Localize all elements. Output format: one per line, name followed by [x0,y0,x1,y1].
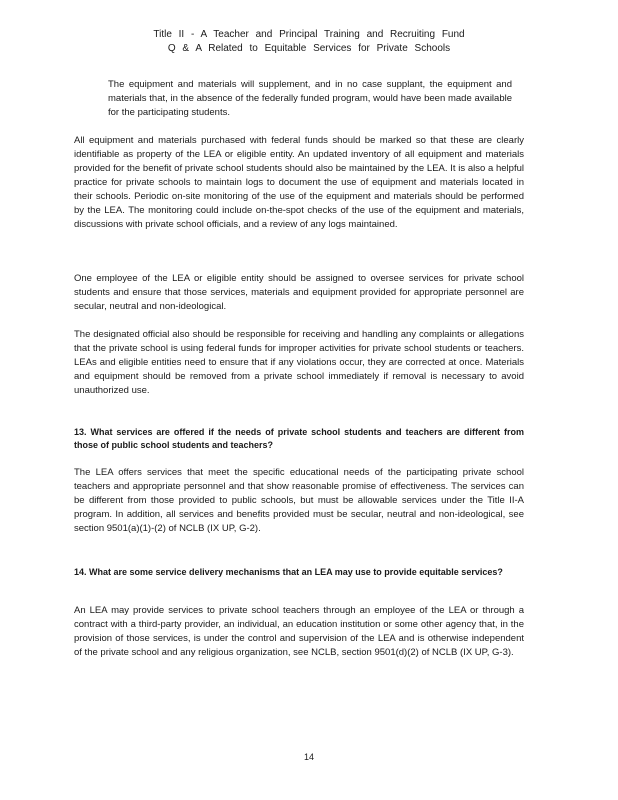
paragraph-equipment-marking: All equipment and materials purchased with federal funds should be marked so that these are clearly identifiable as property of the LEA or eligible entity. An updated inventory of all equipment and materials provided for the benefit of private school students should also be maintained by the LEA. It is also a helpful practice for private schools to maintain logs to document the use of equipment and materials located in their schools. Periodic on-site monitoring of the use of the equipment and materials should be performed by the LEA. The monitoring could include on-the-spot checks of the use of the equipment and materials, discussions with private school officials, and a review of any logs maintained. [74,135,524,230]
paragraph-employee-oversight: One employee of the LEA or eligible entity should be assigned to oversee services for private school students and ensure that those services, materials and equipment provided for appropriate personnel are secular, neutral and non-ideological. [74,273,524,312]
question-14: 14. What are some service delivery mechanisms that an LEA may use to provide equitable services? [74,567,503,577]
answer-14: An LEA may provide services to private school teachers through an employee of the LEA or through a contract with a third-party provider, an individual, an education institution or some other agency that, in the provision of those services, is under the control and supervision of the LEA and is otherwise independent of the private school and any religious organization, see NCLB, section 9501(d)(2) of NCLB (IX UP, G-3). [74,605,524,658]
bullet-item [92,78,512,120]
question-13: 13. What services are offered if the needs of private school students and teachers are different from those of public school students and teachers? [74,427,524,450]
running-header [0,28,618,56]
bullet-text: The equipment and materials will supplement, and in no case supplant, the equipment and materials that, in the absence of the federally funded program, would have been made available for the participating students. [108,79,512,118]
answer-13: The LEA offers services that meet the specific educational needs of the participating private school teachers and appropriate personnel and that show reasonable promise of effectiveness. The services can be different from those provided to public schools, but must be allowable services under the Title II-A program. In addition, all services and benefits provided must be secular, neutral and non-ideological, see section 9501(a)(1)-(2) of NCLB (IX UP, G-2). [74,467,524,534]
header-subtitle: Q & A Related to Equitable Services for Private Schools [167,43,451,54]
header-title: Title II - A Teacher and Principal Training and Recruiting Fund [153,29,465,40]
page-number: 14 [303,752,314,762]
paragraph-designated-official: The designated official also should be responsible for receiving and handling any complaints or allegations that the private school is using federal funds for improper activities for private school students or teachers. LEAs and eligible entities need to ensure that if any violations occur, they are corrected at once. Materials and equipment should be removed from a private school immediately if removal is necessary to avoid unauthorized use. [74,329,524,396]
